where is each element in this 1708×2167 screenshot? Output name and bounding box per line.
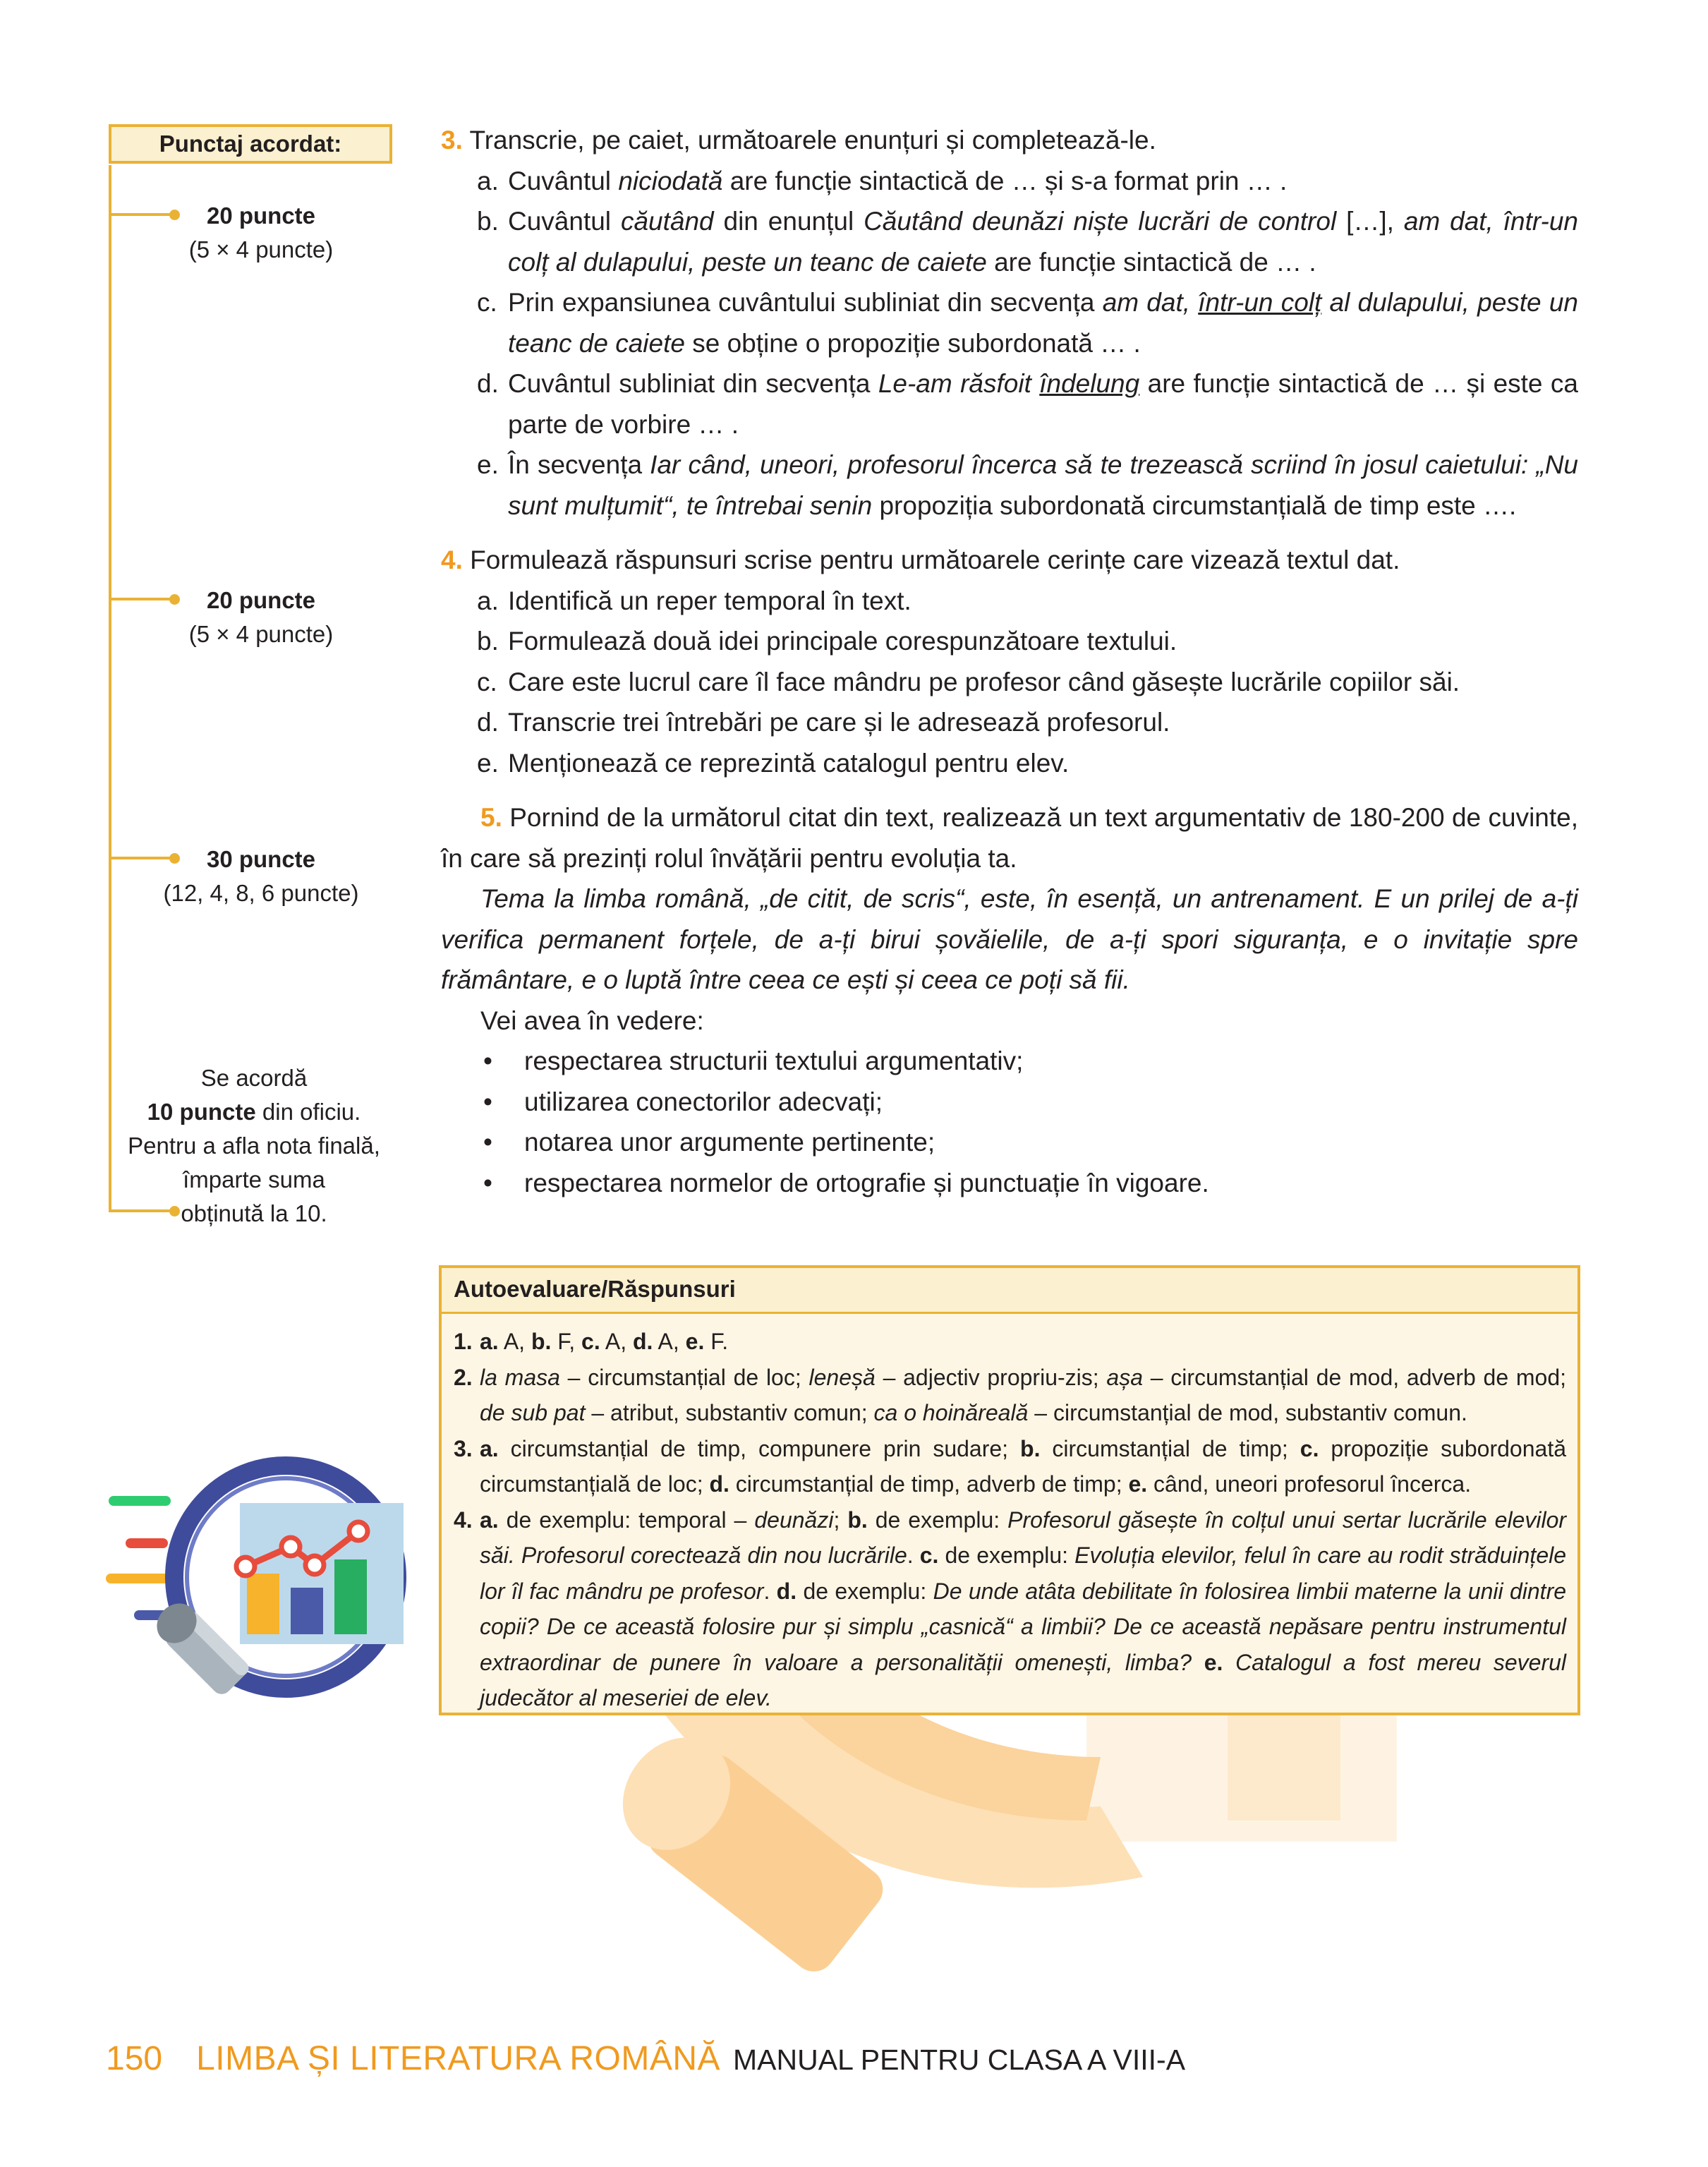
exercise-4-d	[441, 702, 1578, 743]
bold-run: a.	[480, 1507, 499, 1533]
item-label: b.	[477, 207, 499, 236]
bullet-icon: •	[483, 1128, 492, 1157]
item-label: c.	[477, 667, 497, 696]
answer-number: 4.	[454, 1507, 473, 1533]
italic-run: la masa	[480, 1364, 560, 1390]
text-run: A,	[498, 1329, 531, 1354]
score-detail: (12, 4, 8, 6 puncte)	[163, 880, 359, 906]
score-block-2	[141, 584, 381, 651]
bold-run: c.	[581, 1329, 600, 1354]
italic-run: ca o hoinăreală	[873, 1400, 1029, 1425]
text-run: – adjectiv propriu-zis;	[875, 1364, 1107, 1390]
item-label: b.	[477, 627, 499, 656]
score-final-line	[106, 1095, 402, 1129]
exercise-3-c	[441, 282, 1578, 363]
item-label: a.	[477, 586, 499, 615]
exercise-5-quote	[441, 879, 1578, 1001]
italic-run: așa	[1106, 1364, 1143, 1390]
exercise-number: 3.	[441, 126, 463, 155]
bullet-text: respectarea normelor de ortografie și punctuație în vigoare.	[524, 1168, 1209, 1197]
bold-run: c.	[1300, 1435, 1319, 1461]
italic-run: al dulapului, peste un teanc de caiete	[508, 288, 1578, 358]
score-points: 30 puncte	[206, 846, 316, 872]
text-run: se obține o propoziție subordonată … .	[684, 328, 1141, 358]
bullet-item	[441, 1041, 1578, 1082]
page-footer	[106, 2039, 1185, 2089]
italic-run: Evoluția elevilor, felul în care au rodit străduințele lor îl fac mândru pe profesor	[480, 1543, 1567, 1604]
text-run: – circumstanțial de loc;	[559, 1364, 809, 1390]
text-run: de exemplu:	[867, 1507, 1008, 1533]
item-label: d.	[477, 708, 499, 737]
text-run: ;	[833, 1507, 848, 1533]
italic-run: niciodată	[618, 166, 723, 195]
score-detail: (5 × 4 puncte)	[188, 236, 334, 262]
text-run: Cuvântul	[508, 166, 619, 195]
exercise-3-e	[441, 445, 1578, 526]
score-panel-header: Punctaj acordat:	[109, 124, 392, 164]
bold-run: b.	[847, 1507, 868, 1533]
text-run: are funcție sintactică de … .	[986, 247, 1316, 277]
underlined-run: într-un colț	[1198, 288, 1322, 317]
manual-title: MANUAL PENTRU CLASA A VIII-A	[733, 2044, 1186, 2076]
item-label: e.	[477, 748, 499, 778]
item-text: Menționează ce reprezintă catalogul pentru elev.	[508, 748, 1070, 778]
bullet-text: utilizarea conectorilor adecvați;	[524, 1087, 883, 1116]
score-final-line: obținută la 10.	[181, 1200, 327, 1226]
text-run: […],	[1336, 207, 1404, 236]
answer-4	[454, 1502, 1566, 1716]
item-text	[508, 363, 1578, 445]
bold-run: e.	[1204, 1649, 1223, 1675]
answer-text	[480, 1324, 1566, 1360]
bold-run: e.	[1128, 1471, 1148, 1497]
exercise-3-d	[441, 363, 1578, 445]
answers-title: Autoevaluare/Răspunsuri	[442, 1268, 1577, 1314]
answer-1	[454, 1324, 1566, 1360]
item-text	[508, 161, 1578, 202]
bullet-icon: •	[483, 1046, 492, 1075]
bullet-item	[441, 1082, 1578, 1123]
text-run: propoziția subordonată circumstanțială de timp este ….	[872, 490, 1517, 520]
score-points: 20 puncte	[206, 587, 316, 613]
italic-run: Iar când, uneori, profesorul încerca să te trezească scriind în josul caietului: „Nu sunt mulțumit“, te întrebai senin	[508, 450, 1578, 520]
exercise-number: 5.	[480, 803, 502, 832]
text-run: F,	[551, 1329, 582, 1354]
exercise-3-a	[441, 161, 1578, 202]
text-run: propoziție subordonată circumstanțială de loc;	[480, 1435, 1567, 1497]
exercise-number: 4.	[441, 545, 463, 574]
bold-run: d.	[632, 1329, 653, 1354]
score-final-rest: din oficiu.	[255, 1099, 361, 1125]
bold-run: a.	[480, 1329, 499, 1354]
score-timeline	[109, 165, 111, 1211]
score-final-line: împarte suma	[183, 1166, 325, 1193]
exercise-text: Pornind de la următorul citat din text, realizează un text argumentativ de 180-200 de cuvinte, în care să prezinți rolul învățării pentru evoluția ta.	[441, 803, 1578, 873]
score-points: 20 puncte	[206, 203, 316, 229]
italic-run: Profesorul găsește în colțul unui sertar lucrările elevilor săi. Profesorul corectează din nou lucrările	[480, 1507, 1567, 1568]
item-text	[508, 445, 1578, 526]
answer-number: 2.	[454, 1364, 473, 1390]
item-label: a.	[477, 166, 499, 195]
bold-run: b.	[531, 1329, 552, 1354]
answer-text	[480, 1360, 1566, 1431]
subject-title: LIMBA ȘI LITERATURA ROMÂNĂ	[196, 2040, 721, 2077]
score-final-note	[106, 1061, 402, 1231]
text-run: – circumstanțial de mod, substantiv comun.	[1028, 1400, 1467, 1425]
exercise-text: Transcrie, pe caiet, următoarele enunțuri și completează-le.	[462, 126, 1156, 155]
answer-3	[454, 1431, 1566, 1502]
text-run: Cuvântul subliniat din secvența	[508, 369, 878, 398]
italic-run: Căutând deunăzi niște lucrări de control	[864, 207, 1337, 236]
item-text: Transcrie trei întrebări pe care și le adresează profesorul.	[508, 708, 1170, 737]
answers-body	[442, 1314, 1577, 1716]
answer-2	[454, 1360, 1566, 1431]
italic-run: am dat,	[1102, 288, 1199, 317]
answer-number: 1.	[454, 1329, 473, 1354]
italic-run: Catalogul a fost mereu severul judecător al meseriei de elev.	[480, 1649, 1567, 1710]
text-run: A,	[653, 1329, 686, 1354]
score-panel	[106, 123, 402, 1238]
score-block-1	[141, 199, 381, 267]
exercise-5-intro	[441, 797, 1578, 879]
bullet-item	[441, 1122, 1578, 1163]
text-run: circumstanțial de timp, adverb de timp;	[729, 1471, 1129, 1497]
text-run: circumstanțial de timp;	[1040, 1435, 1300, 1461]
italic-run: deunăzi	[754, 1507, 834, 1533]
text-run: .	[763, 1578, 777, 1604]
item-label: e.	[477, 450, 499, 479]
text-run: – atribut, substantiv comun;	[585, 1400, 874, 1425]
item-label: c.	[477, 288, 497, 317]
bullet-icon: •	[483, 1087, 492, 1116]
score-final-line: Se acordă	[200, 1065, 308, 1091]
exercise-3-b	[441, 201, 1578, 282]
exercise-4-e	[441, 743, 1578, 784]
bold-run: c.	[919, 1543, 939, 1568]
text-run: de exemplu:	[797, 1578, 933, 1604]
italic-run: am dat, într-un colț al dulapului, peste un teanc de caiete	[508, 207, 1578, 277]
exercise-4-intro	[441, 540, 1578, 581]
item-text: Formulează două idei principale corespunzătoare textului.	[508, 627, 1177, 656]
text-run: F.	[704, 1329, 729, 1354]
item-text: Care este lucrul care îl face mândru pe profesor când găsește lucrările copiilor săi.	[508, 667, 1460, 696]
text-run: de exemplu: temporal –	[498, 1507, 755, 1533]
exercise-4-b	[441, 621, 1578, 662]
exercise-text: Formulează răspunsuri scrise pentru următoarele cerințe care vizează textul dat.	[462, 545, 1400, 574]
score-detail: (5 × 4 puncte)	[188, 621, 334, 647]
bold-run: d.	[776, 1578, 797, 1604]
quote-text: Tema la limba română, „de citit, de scris“, este, în esență, un antrenament. E un prilej de a-ți verifica permanent forțele, de a-ți birui șovăielile, de a-ți spori siguranța, e o invitație spre frământare, e o luptă între ceea ce ești și ceea ce poți să fii.	[441, 884, 1578, 994]
exercise-3-intro	[441, 120, 1578, 161]
text-run: are funcție sintactică de … și este ca parte de vorbire … .	[508, 369, 1578, 439]
answer-text	[480, 1502, 1566, 1716]
item-text	[508, 282, 1578, 363]
exercise-4-c	[441, 662, 1578, 703]
item-text: Identifică un reper temporal în text.	[508, 586, 911, 615]
text-run: are funcție sintactică de … și s-a format prin … .	[722, 166, 1288, 195]
page-number: 150	[106, 2040, 163, 2077]
bullet-icon: •	[483, 1168, 492, 1197]
italic-run: de sub pat	[480, 1400, 586, 1425]
answers-box	[439, 1265, 1580, 1715]
bold-run: a.	[480, 1435, 499, 1461]
bullet-item	[441, 1163, 1578, 1204]
answer-number: 3.	[454, 1435, 473, 1461]
text-run: În secvența	[508, 450, 650, 479]
underlined-run: îndelung	[1039, 369, 1140, 398]
exercise-5-note: Vei avea în vedere:	[480, 1006, 704, 1035]
text-run: Cuvântul	[508, 207, 621, 236]
item-text	[508, 201, 1578, 282]
bold-run: b.	[1020, 1435, 1041, 1461]
bullet-text: respectarea structurii textului argumentativ;	[524, 1046, 1024, 1075]
text-run: din enunțul	[713, 207, 864, 236]
italic-run: Le-am răsfoit	[878, 369, 1040, 398]
bold-run: e.	[685, 1329, 705, 1354]
answer-text	[480, 1431, 1566, 1502]
item-label: d.	[477, 369, 499, 398]
text-run: – circumstanțial de mod, adverb de mod;	[1143, 1364, 1567, 1390]
magnifier-chart-icon	[106, 1447, 416, 1736]
bold-run: d.	[709, 1471, 729, 1497]
italic-run: leneșă	[808, 1364, 876, 1390]
text-run: circumstanțial de timp, compunere prin sudare;	[498, 1435, 1021, 1461]
score-final-bold: 10 puncte	[147, 1099, 256, 1125]
bullet-text: notarea unor argumente pertinente;	[524, 1128, 935, 1157]
score-final-line: Pentru a afla nota finală,	[128, 1133, 380, 1159]
text-run: A,	[600, 1329, 633, 1354]
text-run: .	[907, 1543, 920, 1568]
score-block-3	[141, 843, 381, 910]
text-run: de exemplu:	[938, 1543, 1075, 1568]
exercises	[441, 120, 1578, 1203]
text-run	[1192, 1650, 1204, 1675]
italic-run: De unde atâta debilitate în folosirea limbii materne la unii dintre copii? De ce această folosire pur și simplu „casnică“ a limbii? De ce această nepăsare pentru instrumentul extraordinar de punere în valoare a personalității omenești, limba?	[480, 1578, 1567, 1675]
text-run: când, uneori profesorul încerca.	[1147, 1471, 1472, 1497]
text-run: Prin expansiunea cuvântului subliniat din secvența	[508, 288, 1103, 317]
italic-run: căutând	[620, 207, 714, 236]
exercise-4-a	[441, 581, 1578, 622]
